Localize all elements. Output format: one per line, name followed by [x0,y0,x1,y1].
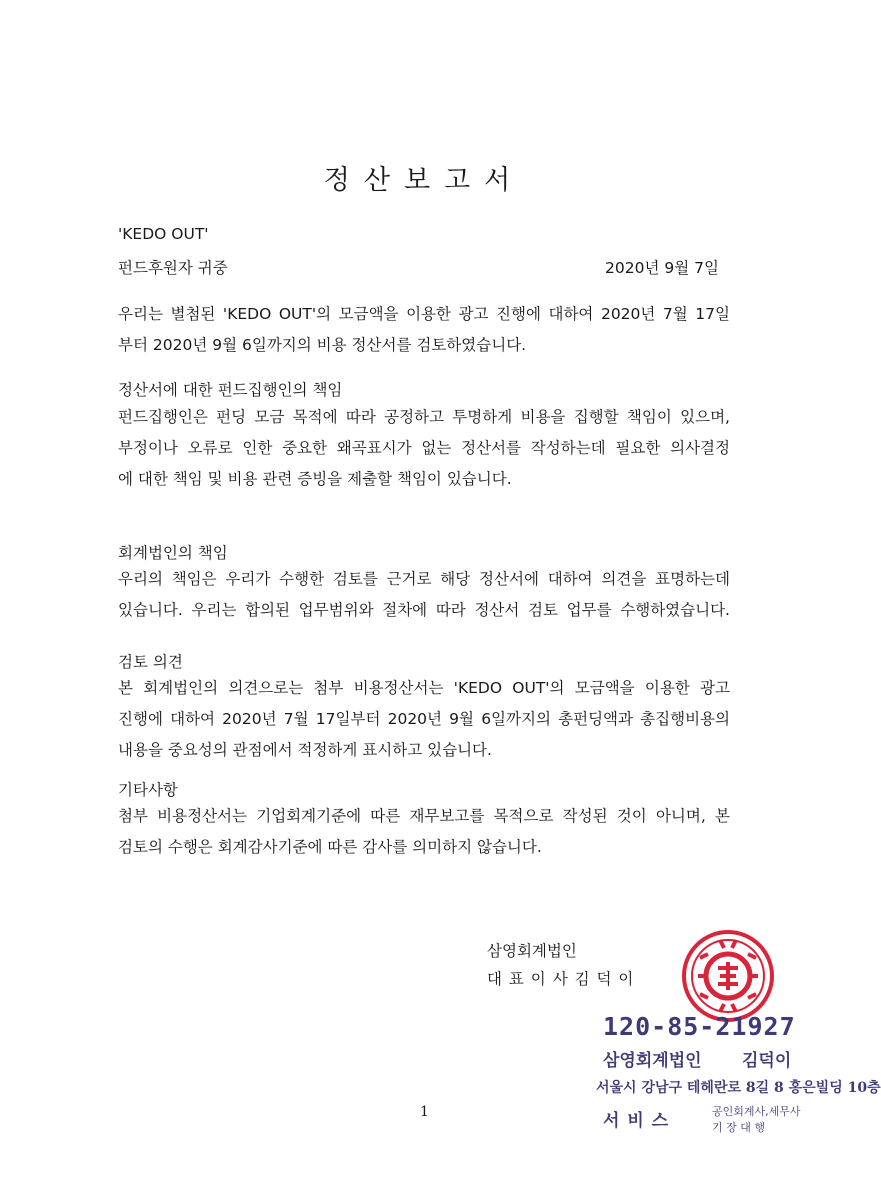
body-line: 부정이나 오류로 인한 중요한 왜곡표시가 없는 정산서를 작성하는데 필요한 의사결정 [118,439,730,457]
stamp-business-item: 공인회계사,세무사 [712,1105,801,1118]
stamp-representative-name: 김덕이 [742,1051,792,1071]
body-line: 우리의 책임은 우리가 수행한 검토를 근거로 해당 정산서에 대하여 의견을 표명하는데 [118,570,730,588]
body-line: 첨부 비용정산서는 기업회계기준에 따른 재무보고를 목적으로 작성된 것이 아니며, 본 [118,807,730,825]
section-body [118,402,730,495]
stamp-business-type: 서 비 스 [603,1111,670,1131]
recipient: 펀드후원자 귀중 [118,259,228,277]
section-body [118,673,730,766]
report-date: 2020년 9월 7일 [605,259,719,277]
body-line: 있습니다. 우리는 합의된 업무범위와 절차에 따라 정산서 검토 업무를 수행하였습니다. [118,601,730,619]
signature-firm: 삼영회계법인 [487,942,577,960]
body-line: 펀드집행인은 펀딩 모금 목적에 따라 공정하고 투명하게 비용을 집행할 책임이 있으며, [118,408,730,426]
company-seal-icon [680,928,776,1024]
stamp-firm-name: 삼영회계법인 [603,1051,702,1071]
signature-representative: 대 표 이 사 김 덕 이 [487,970,635,988]
stamp-business-item-2: 기 장 대 행 [712,1121,765,1134]
body-line: 내용을 중요성의 관점에서 적정하게 표시하고 있습니다. [118,741,492,759]
body-line: 에 대한 책임 및 비용 관련 증빙을 제출할 책임이 있습니다. [118,470,512,488]
stamp-address: 서울시 강남구 테헤란로 8길 8 홍은빌딩 10층 [596,1080,881,1096]
section-heading: 정산서에 대한 펀드집행인의 책임 [118,381,343,399]
body-line: 본 회계법인의 의견으로는 첨부 비용정산서는 'KEDO OUT'의 모금액을 이용한 광고 [118,679,730,697]
intro-line: 우리는 별첨된 'KEDO OUT'의 모금액을 이용한 광고 진행에 대하여 2020년 7월 17일 [118,305,730,323]
intro-paragraph [118,299,730,361]
section-body [118,801,730,863]
page-title: 정산보고서 [323,165,525,196]
page-number: 1 [420,1104,429,1120]
section-heading: 기타사항 [118,781,178,799]
body-line: 진행에 대하여 2020년 7월 17일부터 2020년 9월 6일까지의 총펀딩액과 총집행비용의 [118,710,730,728]
intro-line: 부터 2020년 9월 6일까지의 비용 정산서를 검토하였습니다. [118,336,527,354]
section-heading: 회계법인의 책임 [118,544,228,562]
project-name: 'KEDO OUT' [118,225,209,243]
business-registration-number: 120-85-21927 [603,1012,796,1041]
section-heading: 검토 의견 [118,653,183,671]
section-body [118,564,730,626]
body-line: 검토의 수행은 회계감사기준에 따른 감사를 의미하지 않습니다. [118,838,542,856]
